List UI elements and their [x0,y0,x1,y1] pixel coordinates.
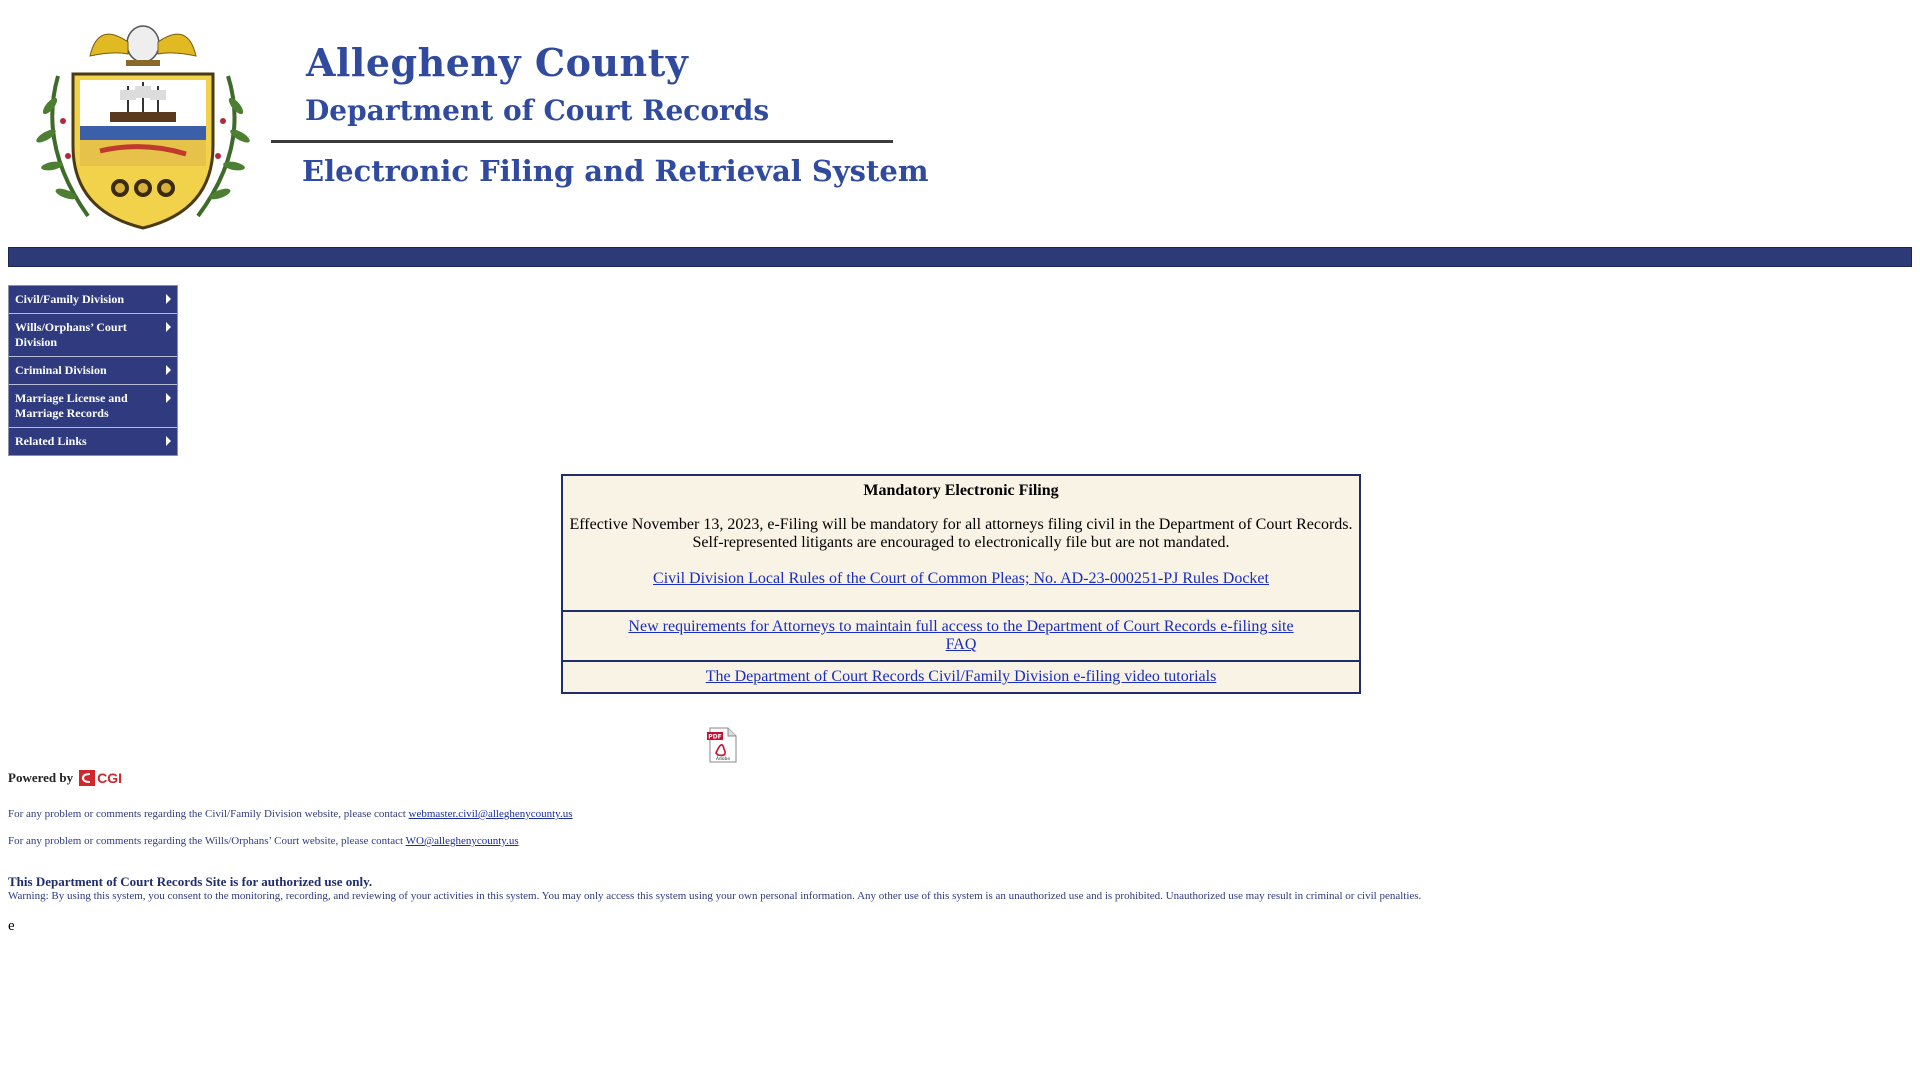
wills-contact-line [8,835,519,847]
notice-heading: Mandatory Electronic Filing [863,482,1059,499]
pdf-icon-label: Adobe [715,757,731,762]
attorney-requirements-link[interactable]: New requirements for Attorneys to maintain full access to the Department of Court Records e-filing site [628,618,1294,635]
chevron-right-icon [166,294,171,304]
menu-item-related-links[interactable] [9,428,177,455]
mandatory-efiling-notice [561,474,1361,694]
svg-text:PDF: PDF [708,733,722,741]
menu-item-wills-orphans[interactable] [9,314,177,357]
menu-item-label: Wills/Orphans’ Court Division [15,320,127,349]
authorized-use-warning: Warning: By using this system, you consent to the monitoring, recording, and reviewing of your activities in this system. You may only access this system using your own personal information. Any other use of this system is an unauthorized use and is prohibited. Unauthorized use may result in criminal or civil penalties. [8,890,1422,902]
powered-by-label: Powered by [8,770,74,785]
notice-section-requirements [563,612,1359,662]
side-menu [8,285,178,456]
wills-contact-text: For any problem or comments regarding the Wills/Orphans’ Court website, please contact [8,835,404,847]
menu-item-marriage[interactable] [9,385,177,428]
menu-item-label: Related Links [15,434,87,448]
header-nav-bar [8,247,1912,267]
menu-item-civil-family[interactable] [9,286,177,314]
civil-contact-text: For any problem or comments regarding the Civil/Family Division website, please contact [8,808,406,820]
menu-item-label: Marriage License and Marriage Records [15,391,128,420]
notice-body [567,516,1355,552]
video-tutorials-link[interactable]: The Department of Court Records Civil/Family Division e-filing video tutorials [705,668,1217,685]
chevron-right-icon [166,436,171,446]
pdf-icon[interactable] [706,727,738,763]
cgi-logo [79,770,122,786]
notice-section-announcement [563,476,1359,612]
menu-item-criminal[interactable] [9,357,177,385]
county-seal-logo [28,16,258,238]
chevron-right-icon [166,393,171,403]
rules-docket-link[interactable]: Civil Division Local Rules of the Court of Common Pleas; No. AD-23-000251-PJ Rules Docket [653,570,1269,587]
notice-section-tutorials [563,662,1359,692]
powered-by [8,770,122,786]
header-divider [271,140,893,143]
menu-item-label: Criminal Division [15,363,107,377]
notice-body-line: Self-represented litigants are encouraged to electronically file but are not mandated. [692,534,1230,551]
civil-contact-line [8,808,573,820]
notice-body-line: Effective November 13, 2023, e-Filing will be mandatory for all attorneys filing civil in the Department of Court Records. [569,516,1353,533]
menu-item-label: Civil/Family Division [15,292,125,306]
cgi-mark-icon [79,770,95,786]
wills-contact-email-link[interactable]: WO@alleghenycounty.us [405,835,519,847]
system-title: Electronic Filing and Retrieval System [302,154,929,188]
chevron-right-icon [166,365,171,375]
civil-contact-email-link[interactable]: webmaster.civil@alleghenycounty.us [408,808,573,820]
department-title: Department of Court Records [305,94,770,127]
chevron-right-icon [166,322,171,332]
stray-text: e [8,918,15,934]
authorized-use-title: This Department of Court Records Site is for authorized use only. [8,874,373,889]
faq-link[interactable]: FAQ [945,636,977,653]
cgi-logo-text: CGI [97,770,123,786]
county-title: Allegheny County [306,40,689,85]
